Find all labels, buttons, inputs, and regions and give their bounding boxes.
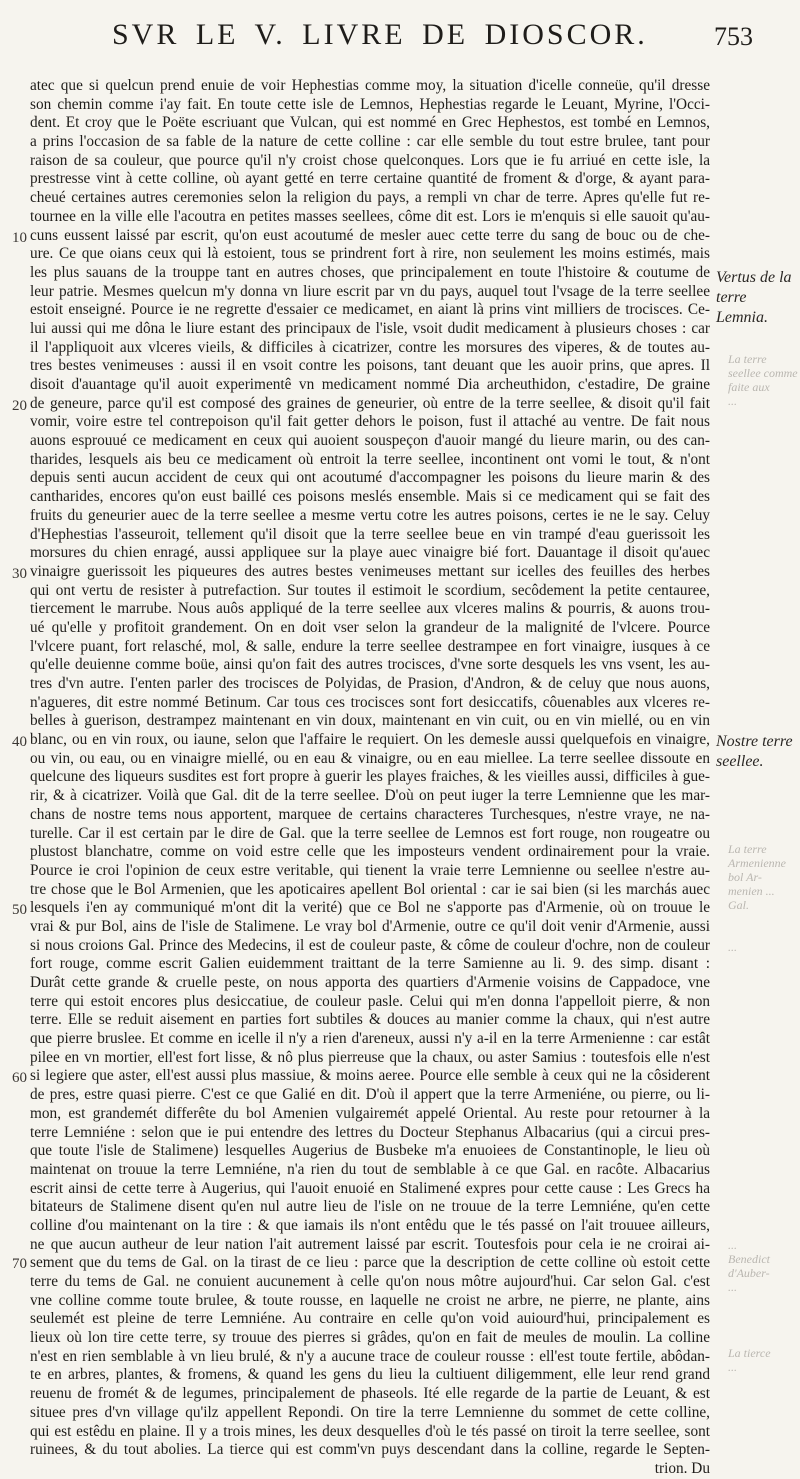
- text-line: vrai & pur Bol, ains de l'isle de Stalimene. Le vray bol d'Armenie, outre ce qu'il doit venir d'Armenie, aussi: [30, 917, 710, 935]
- margin-note: Nostre terre seellee.: [716, 733, 793, 770]
- text-line: Pource ie croi l'opinion de ceux estre veritable, qui tienent la vraie terre Lemnienne ou seellee n'estre au-: [30, 861, 710, 879]
- text-line: fruits du geneurier auec de la terre seellee a mesme vertu cotre les autres poisons, certes ie ne le say. Celuy: [30, 506, 710, 524]
- text-line: terre Lemniéne : selon que ie pui entendre des lettres du Docteur Stephanus Albacarius (qui a circui pres-: [30, 1123, 710, 1141]
- text-line: vne colline comme toute brulee, & toute rousse, en laquelle ne croist ne arbre, ne pierre, ne plante, ains: [30, 1291, 710, 1309]
- text-line: tharides, lesquels ais beu ce medicament où entroit la terre seellee, incontinent ont vomi le tout, & n'ont: [30, 450, 710, 468]
- text-line: raison de sa couleur, que pource qu'il n'y croist chose quelconques. Lors que ie fu arriué en cette isle, la: [30, 151, 710, 169]
- text-line: situee pres d'vn village qu'ilz appellent Repondi. On tire la terre Lemnienne du sommet de cette colline,: [30, 1403, 710, 1421]
- text-line: Durât cette grande & cruelle peste, on nous apporta des quartiers d'Armenie voisins de Cappadoce, vne: [30, 974, 710, 991]
- text-line: trion. Du: [654, 1459, 710, 1477]
- text-line: n'est en rien semblable à vn lieu brulé, & n'y a aucune trace de couleur rousse : ell'est toute fertile, abôdan-: [30, 1347, 710, 1365]
- text-line: lesquels i'en ay communiqué m'ont dit la verité) que ce Bol ne s'apporte pas d'Armenie, où on trouue le: [30, 899, 710, 917]
- running-title: SVR LE V. LIVRE DE DIOSCOR.: [112, 18, 648, 51]
- text-line: lieux où lon tire cette terre, sy trouue des pierres si grâdes, qu'on en fait de meules de moulin. La colline: [30, 1329, 710, 1347]
- text-line: les plus sauans de la trouppe tant en autres choses, que principalement en toute l'histoire & coutume de: [30, 263, 710, 281]
- line-number: 50: [12, 902, 27, 918]
- text-line: terre du tems de Gal. ne conuient aucunement à celle qu'on nous môtre aujourd'hui. Car selon Gal. c'est: [30, 1273, 710, 1290]
- text-line: bitateurs de Stalimene disent qu'en nul autre lieu de l'isle on ne trouue de la terre Lemniéne, qu'en cette: [30, 1198, 710, 1216]
- text-line: tournee en la ville elle l'acoutra en petites masses seellees, côme dit est. Lors ie m'enquis si elle sauoit qu'au-: [30, 207, 710, 225]
- text-line: qui ont vertu de resister à putrefaction. Sur toutes il estimoit le scordium, secôdement la petite centauree,: [30, 581, 710, 599]
- faded-margin-note: ...: [728, 940, 737, 954]
- line-number: 60: [12, 1070, 27, 1086]
- text-line: te en arbres, plantes, & fromens, & quand les gens du lieu la cultiuent diligemment, elle leur rend grand: [30, 1366, 710, 1384]
- margin-note: Vertus de la terre Lemnia.: [716, 269, 792, 326]
- line-number: 40: [12, 734, 27, 750]
- text-line: que toute l'isle de Stalimene) lesquelles Augerius de Busbeke m'a enuoiees de Constantinople, le lieu où: [30, 1142, 710, 1160]
- text-line: reuenu de fromét & de legumes, principalement de phaseols. Ité elle regarde de la partie de Leuant, & est: [30, 1385, 710, 1403]
- page-number: 753: [714, 22, 753, 51]
- text-line: ne que aucun autheur de leur nation l'ait autrement laissé par escrit. Toutesfois pour cela ie ne croirai ai-: [30, 1235, 710, 1253]
- text-line: tre chose que le Bol Armenien, que les apoticaires apellent Bol oriental : car ie sai bien (si les marchás auec: [30, 880, 710, 898]
- line-number: 20: [12, 398, 27, 414]
- text-line: lui aussi qui me dôna le liure estant des principaux de l'isle, vsoit dudit medicament à plusieurs choses : car: [30, 319, 710, 337]
- text-line: qui est estêdu en plaine. Il y a trois mines, les deux desquelles d'où le tés passé on tiroit la terre seellee, sont: [30, 1422, 710, 1440]
- text-line: terre qui estoit encores plus desiccatiue, de couleur pasle. Celui qui m'en donna l'appelloit pierre, & non: [30, 992, 710, 1010]
- text-line: disoit d'auantage qu'il auoit experimentê vn medicament nommé Dia archeuthidon, c'estadire, De graine: [30, 376, 710, 393]
- text-line: tres d'vn autre. I'enten parler des trocisces de Polyidas, de Prasion, d'Andron, & de celuy que nous auons,: [30, 675, 710, 692]
- text-line: depuis senti aucun accident de ceux qui ont acoutumé d'accompagner les poisons du lieure marin & des: [30, 469, 710, 487]
- text-line: que pierre bruslee. Et comme en icelle il n'y a rien d'areneux, aussi n'y a-il en la terre Armenienne : car estât: [30, 1030, 710, 1048]
- text-line: si nous croions Gal. Prince des Medecins, il est de couleur paste, & côme de couleur d'ochre, non de couleur: [30, 936, 710, 954]
- text-line: cheué certaines autres ceremonies selon la religion du pays, a rempli vn char de terre. Apres qu'elle fut re-: [30, 189, 710, 207]
- text-line: tres bestes venimeuses : aussi il en vsoit contre les poisons, tant deuant que les auoir prins, que apres. Il: [30, 357, 710, 375]
- text-line: vinaigre guerissoit les piqueures des autres bestes venimeuses mettant sur icelles des feuilles des herbes: [30, 562, 710, 580]
- body-text: [30, 77, 710, 1479]
- text-line: auons esprouué ce medicament en ceux qui auoient souspeçon d'auoir mangé du lieure marin, ou des can-: [30, 432, 710, 450]
- text-line: tiercement le marrube. Nous auôs appliqué de la terre seellee aux vlceres malins & pourris, & auons trou-: [30, 600, 710, 618]
- faded-margin-note: La terre seellee comme faite aux ...: [728, 352, 798, 408]
- text-line: maintenat on trouue la terre Lemniéne, n'a rien du tout de semblable à ce que Gal. en racôte. Albacarius: [30, 1160, 710, 1178]
- line-number: 30: [12, 566, 27, 582]
- text-line: chans de nostre tems nous apportent, marquee de certains characteres Turchesques, n'estre vraye, ne na-: [30, 805, 710, 823]
- text-line: de pres, estre quasi pierre. C'est ce que Galié en dit. D'où il appert que la terre Armeniéne, ou pierre, ou li-: [30, 1086, 710, 1104]
- text-line: sement que du tems de Gal. on la tirast de ce lieu : parce que la description de cette colline où estoit cette: [30, 1254, 710, 1272]
- text-line: fort rouge, comme escrit Galien euidemment traittant de la terre Samienne au li. 9. des simp. disant :: [30, 955, 710, 973]
- page-header: [0, 14, 800, 58]
- text-line: quelcune des liqueurs susdites est fort propre à guerir les playes fraiches, & les vieilles aussi, difficiles à gue-: [30, 768, 710, 786]
- text-line: terre. Elle se reduit aisement en parties fort subtiles & douces au manier comme la chaux, qui n'est autre: [30, 1011, 710, 1029]
- text-line: ruinees, & du tout abolies. La tierce qui est comm'vn puys descendant dans la colline, regarde le Septen-: [30, 1441, 710, 1459]
- faded-margin-note: ... Benedict d'Auber- ...: [728, 1238, 770, 1294]
- text-line: mon, est grandemét differête du bol Amenien vulgairemét appelé Oriental. Au reste pour retourner à la: [30, 1104, 710, 1122]
- text-line: a prins l'occasion de sa fable de la nature de cette colline : car elle semble du tout estre brulee, tant pour: [30, 133, 710, 151]
- text-line: vomir, voire estre tel contrepoison qu'il fait getter dehors le poison, fust il attaché au ventre. De fait nous: [30, 413, 710, 431]
- text-line: leur patrie. Mesmes quelcun m'y donna vn liure escrit par vn du pays, auquel tout l'vsage de la terre seellee: [30, 282, 710, 300]
- text-line: d'Hephestias l'asseuroit, tellement qu'il disoit que la terre seellee beue en vin trampé d'eau guerissoit les: [30, 525, 710, 543]
- text-line: blanc, ou en vin roux, ou iaune, selon que l'affaire le requiert. On les demesle aussi quelquefois en vinaigre,: [30, 731, 710, 749]
- faded-margin-note: La terre Armenienne bol Ar- menien ... Gal.: [728, 842, 786, 912]
- text-line: ué qu'elle y profitoit grandement. On en doit vser selon la grandeur de la malignité de l'vlcere. Pource: [30, 618, 710, 636]
- text-line: n'agueres, dit estre nommé Betinum. Car tous ces trocisces sont fort desiccatifs, côuenables aux vlceres re-: [30, 693, 710, 711]
- text-line: ou vin, ou eau, ou en vinaigre miellé, ou en eau & vinaigre, ou en eau miellee. La terre seellee dissoute en: [30, 749, 710, 767]
- text-line: rir, & à cicatrizer. Voilà que Gal. dit de la terre seellee. D'où on peut iuger la terre Lemnienne que les mar-: [30, 787, 710, 805]
- text-line: colline d'ou maintenant on la tire : & que iamais ils n'ont entêdu que le tés passé on l'ait trouuee ailleurs,: [30, 1216, 710, 1234]
- text-line: il l'appliquoit aux vlceres vieils, & difficiles à cicatrizer, contre les morsures des viperes, & de toutes au-: [30, 338, 710, 356]
- text-line: de geneure, parce qu'il est composé des graines de geneurier, où entre de la terre seellee, & disoit qu'il fait: [30, 394, 710, 412]
- text-line: l'vlcere puant, fort relasché, mol, & salle, endure la terre seellee destrampee en fort vinaigre, iusques à ce: [30, 637, 710, 655]
- text-line: plustost blanchatre, comme on void estre celle que les imposteurs vendent ordinairement pour la vraie.: [30, 843, 710, 861]
- faded-margin-note: La tierce ...: [728, 1346, 771, 1374]
- text-line: prestresse vint à cette colline, où ayant getté en terre certaine quantité de froment & d'orge, & ayant para-: [30, 170, 710, 188]
- text-line: escrit ainsi de cette terre à Augerius, qui l'auoit enuoié en Stalimené expres pour cette cause : Les Grecs ha: [30, 1179, 710, 1197]
- text-line: belles à guerison, destrampez maintenant en vin doux, maintenant en vin cuit, ou en vin miellé, ou en vin: [30, 712, 710, 730]
- text-line: turelle. Car il est certain par le dire de Gal. que la terre seellee de Lemnos est fort rouge, non rougeatre ou: [30, 824, 710, 842]
- text-line: morsures du chien enragé, aussi appliquee sur la playe auec vinaigre bié fort. Dauantage il disoit qu'auec: [30, 544, 710, 562]
- text-line: ure. Ce que oians ceux qui là estoient, tous se prindrent fort à rire, non seulement les moins estimés, mais: [30, 245, 710, 263]
- text-line: cuns eussent laissé par escrit, qu'on eust acoutumé de mesler auec cette terre du sang de bouc ou de che-: [30, 226, 710, 244]
- text-line: cantharides, encores qu'on eust baillé ces poisons meslés ensemble. Mais si ce medicament qui se fait des: [30, 488, 710, 506]
- text-line: son chemin comme i'ay fait. En toute cette isle de Lemnos, Hephestias regarde le Leuant, Myrine, l'Occi-: [30, 95, 710, 113]
- text-line: qu'elle deuienne comme boüe, ainsi qu'on fait des autres trocisces, d'vne sorte desquels les vns vsent, les au-: [30, 656, 710, 674]
- text-line: pilee en vn mortier, ell'est fort lisse, & nô plus pierreuse que la chaux, ou aster Samius : toutesfois elle n'est: [30, 1048, 710, 1066]
- text-line: estoit enseigné. Pource ie ne regrette d'essaier ce medicamet, en aiant là prins vint milliers de trocisces. Ce-: [30, 301, 710, 319]
- line-number: 70: [12, 1256, 27, 1272]
- line-number: 10: [12, 230, 27, 246]
- text-line: atec que si quelcun prend enuie de voir Hephestias comme moy, la situation d'icelle conneüe, qu'il dresse: [30, 77, 710, 94]
- text-line: seulemét est pleine de terre Lemniéne. Au contraire en celle qu'on void auiourd'hui, principalement es: [30, 1310, 710, 1328]
- text-line: si legiere que aster, ell'est aussi plus massiue, & moins aeree. Pource elle semble à ceux qui ne la côsiderent: [30, 1067, 710, 1085]
- text-line: dent. Et croy que le Poëte escriuant que Vulcan, qui est nommé en Grec Hephestos, est tombé en Lemnos,: [30, 114, 710, 132]
